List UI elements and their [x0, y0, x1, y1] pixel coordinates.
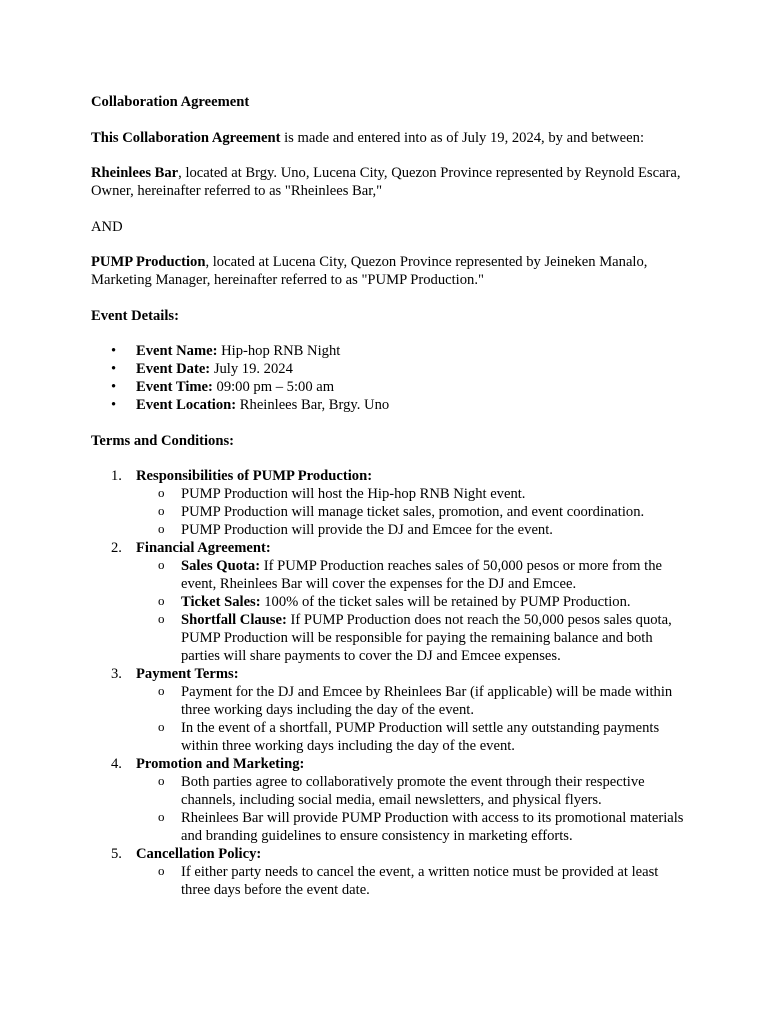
terms-heading: Terms and Conditions: — [91, 432, 235, 449]
intro-bold: This Collaboration Agreement — [91, 129, 281, 146]
term-item — [91, 755, 691, 845]
sub-marker: o — [158, 485, 165, 500]
sub-item — [136, 557, 691, 593]
sub-item — [136, 593, 691, 611]
event-time-value: 09:00 pm – 5:00 am — [212, 379, 335, 395]
event-location-value: Rheinlees Bar, Brgy. Uno — [236, 397, 390, 413]
sub-item-text: PUMP Production will provide the DJ and Emcee for the event. — [181, 522, 553, 538]
term-item — [91, 539, 691, 665]
sub-item-bold: Shortfall Clause: — [181, 612, 287, 628]
term-heading: Financial Agreement: — [136, 540, 271, 556]
sub-item — [136, 611, 691, 665]
sub-marker: o — [158, 503, 165, 518]
sub-item-text: If PUMP Production reaches sales of 50,000 pesos or more from the event, Rheinlees Bar will cover the expenses for the DJ and Emcee. — [181, 558, 662, 592]
list-item — [91, 342, 691, 360]
sub-marker: o — [158, 719, 165, 734]
document-page — [91, 93, 691, 899]
sub-item — [136, 503, 691, 521]
sub-item-text: Payment for the DJ and Emcee by Rheinlees Bar (if applicable) will be made within three working days including the day of the event. — [181, 684, 673, 718]
event-name-value: Hip-hop RNB Night — [217, 343, 341, 359]
event-details-heading: Event Details: — [91, 307, 179, 324]
sub-marker: o — [158, 593, 165, 608]
term-heading: Cancellation Policy: — [136, 846, 262, 862]
term-heading: Promotion and Marketing: — [136, 756, 305, 772]
party1-name: Rheinlees Bar — [91, 165, 179, 181]
sub-item — [136, 521, 691, 539]
term-sublist — [136, 773, 691, 845]
sub-marker: o — [158, 557, 165, 572]
term-number: 1. — [111, 468, 122, 484]
party2-name: PUMP Production — [91, 254, 206, 270]
party1-text: , located at Brgy. Uno, Lucena City, Quezon Province represented by Reynold Escara, Owner, hereinafter referred to as "Rheinlees Bar," — [91, 165, 681, 199]
term-number: 5. — [111, 846, 122, 862]
sub-marker: o — [158, 863, 165, 878]
sub-item-text: Both parties agree to collaboratively promote the event through their respective channels, including social media, email newsletters, and physical flyers. — [181, 774, 645, 808]
and-text: AND — [91, 218, 123, 235]
term-sublist — [136, 557, 691, 665]
sub-item-text: If either party needs to cancel the event, a written notice must be provided at least three days before the event date. — [181, 864, 659, 898]
party1-paragraph — [91, 164, 691, 200]
list-item — [91, 396, 691, 414]
sub-item — [136, 863, 691, 899]
event-location-label: Event Location: — [136, 397, 237, 413]
event-date-label: Event Date: — [136, 361, 211, 377]
party2-paragraph — [91, 253, 691, 289]
sub-marker: o — [158, 611, 165, 626]
event-time-label: Event Time: — [136, 379, 213, 395]
sub-item-text: If PUMP Production does not reach the 50,000 pesos sales quota, PUMP Production will be responsible for paying the remaining balance and both parties will share payments to cover the DJ and Emcee expenses. — [181, 612, 672, 664]
term-heading: Responsibilities of PUMP Production: — [136, 468, 373, 484]
sub-marker: o — [158, 773, 165, 788]
sub-item-text: In the event of a shortfall, PUMP Production will settle any outstanding payments within three working days including the day of the event. — [181, 720, 660, 754]
term-number: 2. — [111, 540, 122, 556]
term-number: 4. — [111, 756, 122, 772]
term-item — [91, 467, 691, 539]
event-date-value: July 19. 2024 — [210, 361, 293, 377]
sub-item — [136, 773, 691, 809]
sub-marker: o — [158, 521, 165, 536]
terms-list — [91, 467, 691, 899]
term-number: 3. — [111, 666, 122, 682]
term-sublist — [136, 863, 691, 899]
list-item — [91, 378, 691, 396]
sub-item-text: PUMP Production will host the Hip-hop RNB Night event. — [181, 486, 526, 502]
sub-item — [136, 809, 691, 845]
term-sublist — [136, 683, 691, 755]
party2-text: , located at Lucena City, Quezon Province represented by Jeineken Manalo, Marketing Manager, hereinafter referred to as "PUMP Production." — [91, 254, 648, 288]
sub-item-text: Rheinlees Bar will provide PUMP Production with access to its promotional materials and branding guidelines to ensure consistency in marketing efforts. — [181, 810, 684, 844]
term-heading: Payment Terms: — [136, 666, 239, 682]
sub-item — [136, 719, 691, 755]
sub-item-text: 100% of the ticket sales will be retained by PUMP Production. — [260, 594, 631, 610]
event-name-label: Event Name: — [136, 343, 218, 359]
intro-paragraph — [91, 129, 691, 147]
intro-text: is made and entered into as of July 19, 2024, by and between: — [280, 129, 644, 146]
document-title: Collaboration Agreement — [91, 94, 250, 110]
sub-item-bold: Ticket Sales: — [181, 594, 261, 610]
sub-item — [136, 683, 691, 719]
sub-marker: o — [158, 809, 165, 824]
sub-marker: o — [158, 683, 165, 698]
sub-item-bold: Sales Quota: — [181, 558, 261, 574]
sub-item — [136, 485, 691, 503]
term-item — [91, 665, 691, 755]
term-item — [91, 845, 691, 899]
term-sublist — [136, 485, 691, 539]
list-item — [91, 360, 691, 378]
event-details-list — [91, 342, 691, 414]
sub-item-text: PUMP Production will manage ticket sales, promotion, and event coordination. — [181, 504, 645, 520]
